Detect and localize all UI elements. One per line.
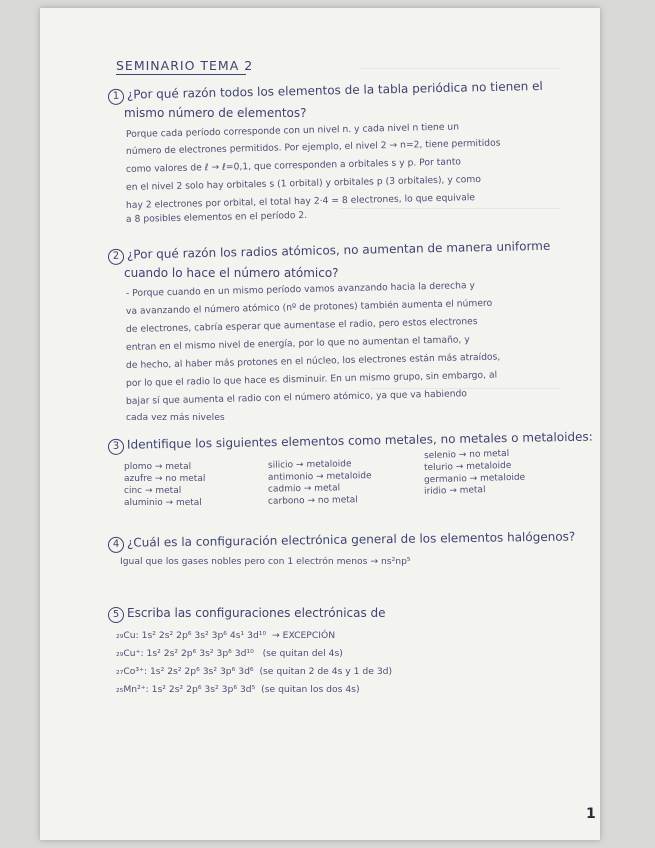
element-item: cinc → metal bbox=[124, 486, 182, 496]
answer-line: bajar sí que aumenta el radio con el número atómico, ya que va habiendo bbox=[125, 388, 468, 407]
question-5 bbox=[108, 606, 386, 623]
element-item: azufre → no metal bbox=[124, 474, 206, 484]
answer-line: Porque cada período corresponde con un nivel n. y cada nivel n tiene un bbox=[125, 121, 460, 140]
page-title: SEMINARIO TEMA 2 bbox=[116, 58, 254, 73]
question-1-line-2: mismo número de elementos? bbox=[124, 106, 307, 120]
answer-line: a 8 posibles elementos en el período 2. bbox=[125, 209, 308, 225]
ion-label: ₂₅Mn²⁺ bbox=[116, 684, 146, 695]
question-text: ¿Cuál es la configuración electrónica general de los elementos halógenos? bbox=[126, 529, 576, 550]
question-text: ¿Por qué razón los radios atómicos, no aumentan de manera uniforme bbox=[126, 238, 551, 262]
config-text: : 1s² 2s² 2p⁶ 3s² 3p⁶ 3d¹⁰ bbox=[140, 648, 254, 659]
ion-label: ₂₉Cu⁺ bbox=[116, 648, 141, 659]
ion-label: ₂₉Cu bbox=[116, 630, 136, 641]
answer-line: de hecho, al haber más protones en el núcleo, los electrones están más atraídos, bbox=[125, 351, 501, 371]
element-item: germanio → metaloide bbox=[423, 472, 526, 486]
element-item: aluminio → metal bbox=[124, 498, 202, 508]
question-2-line-2: cuando lo hace el número atómico? bbox=[124, 266, 339, 280]
bleed-through bbox=[340, 208, 560, 209]
answer-line: cada vez más niveles bbox=[126, 412, 225, 423]
config-line bbox=[116, 684, 360, 695]
question-number: 3 bbox=[108, 439, 124, 455]
question-text: Identifique los siguientes elementos como metales, no metales o metaloides: bbox=[126, 429, 593, 452]
answer-line: - Porque cuando en un mismo período vamos avanzando hacia la derecha y bbox=[125, 280, 476, 299]
config-text: : 1s² 2s² 2p⁶ 3s² 3p⁶ 4s¹ 3d¹⁰ bbox=[135, 630, 267, 641]
element-item: antimonio → metaloide bbox=[267, 471, 372, 483]
config-note: → EXCEPCIÓN bbox=[272, 630, 336, 641]
title-underline bbox=[116, 74, 246, 75]
element-item: plomo → metal bbox=[124, 462, 192, 472]
element-item: cadmio → metal bbox=[267, 483, 341, 495]
answer-line: entran en el mismo nivel de energía, por lo que no aumentan el tamaño, y bbox=[125, 334, 470, 353]
config-line bbox=[116, 630, 335, 641]
element-item: selenio → no metal bbox=[423, 448, 510, 462]
config-text: : 1s² 2s² 2p⁶ 3s² 3p⁶ 3d⁵ bbox=[145, 684, 256, 695]
config-note: (se quitan del 4s) bbox=[262, 648, 343, 659]
page-number: 1 bbox=[586, 806, 596, 822]
config-text: : 1s² 2s² 2p⁶ 3s² 3p⁶ 3d⁶ bbox=[143, 666, 254, 677]
config-line bbox=[116, 648, 343, 659]
question-number: 2 bbox=[108, 249, 124, 265]
answer-line: por lo que el radio lo que hace es disminuir. En un mismo grupo, sin embargo, al bbox=[125, 369, 498, 389]
config-note: (se quitan los dos 4s) bbox=[261, 684, 360, 695]
answer-line: hay 2 electrones por orbital, el total hay 2·4 = 8 electrones, lo que equivale bbox=[125, 192, 476, 211]
question-3 bbox=[108, 430, 593, 455]
answer-line: Igual que los gases nobles pero con 1 electrón menos → ns²np⁵ bbox=[120, 556, 411, 567]
answer-line: como valores de ℓ → ℓ=0,1, que corresponden a orbitales s y p. Por tanto bbox=[125, 156, 462, 175]
ion-label: ₂₇Co³⁺ bbox=[116, 666, 144, 677]
question-2 bbox=[108, 239, 551, 265]
answer-line: de electrones, cabría esperar que aumentase el radio, pero estos electrones bbox=[125, 316, 478, 335]
question-1 bbox=[108, 79, 543, 105]
element-item: telurio → metaloide bbox=[423, 460, 512, 474]
config-line bbox=[116, 666, 392, 677]
bleed-through bbox=[360, 68, 560, 69]
element-item: carbono → no metal bbox=[267, 495, 358, 507]
question-text: ¿Por qué razón todos los elementos de la tabla periódica no tienen el bbox=[126, 78, 543, 102]
element-item: iridio → metal bbox=[423, 485, 486, 497]
element-item: silicio → metaloide bbox=[267, 459, 352, 471]
question-number: 4 bbox=[108, 537, 124, 553]
question-number: 5 bbox=[108, 607, 124, 623]
answer-line: número de electrones permitidos. Por ejemplo, el nivel 2 → n=2, tiene permitidos bbox=[125, 137, 501, 157]
answer-line: va avanzando el número atómico (nº de protones) también aumenta el número bbox=[125, 297, 493, 317]
config-note: (se quitan 2 de 4s y 1 de 3d) bbox=[259, 666, 393, 677]
question-number: 1 bbox=[108, 89, 124, 105]
question-text: Escriba las configuraciones electrónicas de bbox=[127, 606, 386, 620]
handwritten-page bbox=[40, 8, 600, 840]
answer-line: en el nivel 2 solo hay orbitales s (1 orbital) y orbitales p (3 orbitales), y como bbox=[125, 173, 482, 193]
question-4 bbox=[108, 529, 576, 553]
